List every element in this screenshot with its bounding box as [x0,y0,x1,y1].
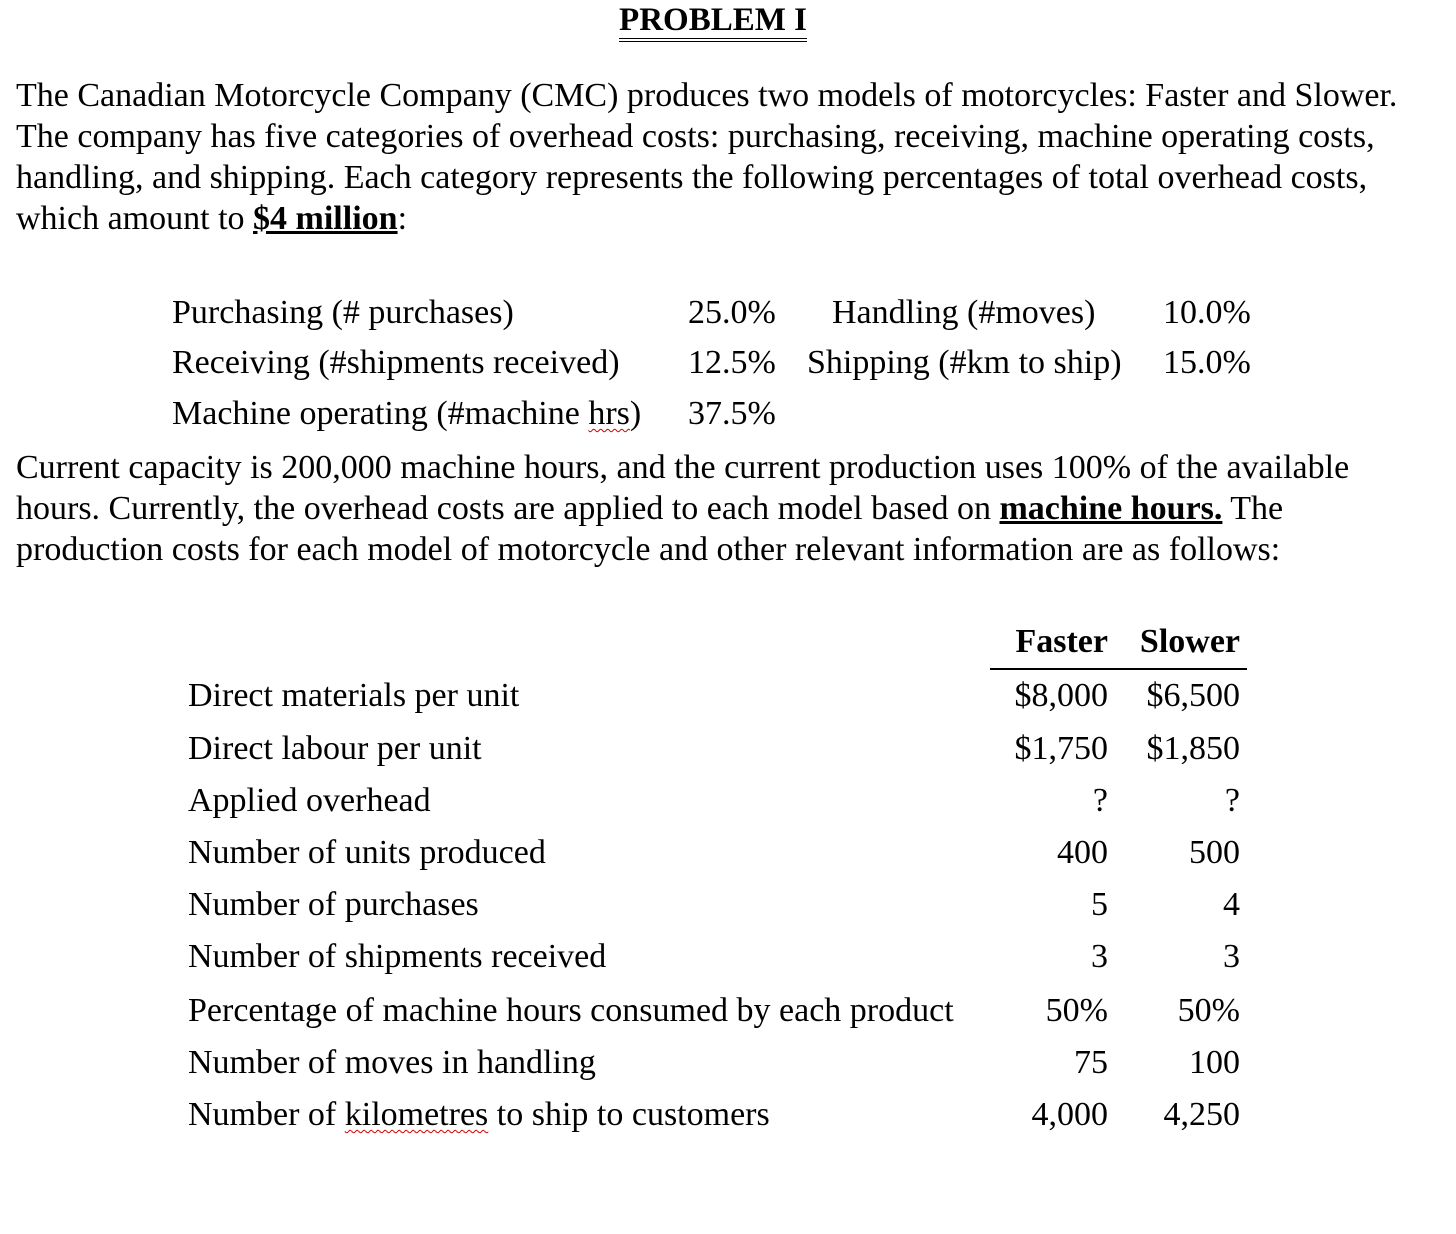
table-row: Number of moves in handling 75 100 [188,1044,1240,1081]
problem-title: PROBLEM I [0,0,1426,40]
table-row: Applied overhead ? ? [188,782,1240,819]
table-row: Number of shipments received 3 3 [188,938,1240,975]
table-row: Number of purchases 5 4 [188,886,1240,923]
table-row: Direct labour per unit $1,750 $1,850 [188,730,1240,767]
capacity-paragraph: Current capacity is 200,000 machine hours, and the current production uses 100% of the available hours. Currently, the overhead costs are applied to each model based on machine hours. The production costs for each model of motorcycle and other relevant information are as follows: [16,449,1350,568]
table-row: Number of kilometres to ship to customers 4,000 4,250 [188,1096,1240,1133]
column-header-faster: Faster [1015,623,1108,660]
spellcheck-flag: kilometres [344,1096,489,1133]
table-row: Percentage of machine hours consumed by each product 50% 50% [188,992,1240,1029]
column-header-slower: Slower [1139,623,1240,660]
intro-paragraph: The Canadian Motorcycle Company (CMC) produces two models of motorcycles: Faster and Slower. The company has five categories of overhead costs: purchasing, receiving, machine operating costs, handling, and shipping. Each category represents the following percentages of total overhead costs, which amount to $4 million: [16,77,1398,237]
table-row: Number of units produced 400 500 [188,834,1240,871]
spellcheck-flag: hrs [588,395,630,432]
total-overhead-amount: $4 million [253,200,398,237]
table-row: Direct materials per unit $8,000 $6,500 [188,677,1240,714]
allocation-basis: machine hours. [999,490,1223,527]
